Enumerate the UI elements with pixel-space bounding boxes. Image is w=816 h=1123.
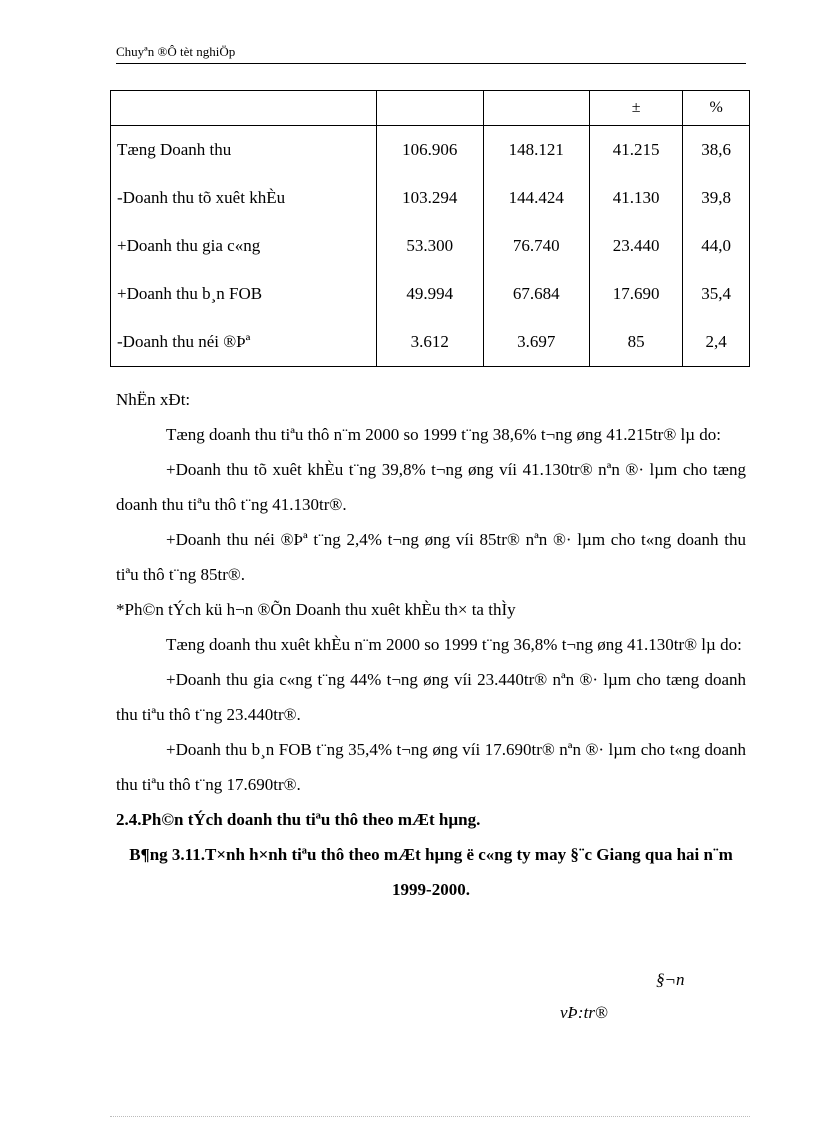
paragraph: Tæng doanh thu xuêt khÈu n¨m 2000 so 1999 t¨ng 36,8% t¬ng øng 41.130tr® lµ do: [166,635,742,654]
table-header-cell: % [683,91,750,126]
table-row [111,222,750,270]
paragraph: *Ph©n tÝch kü h¬n ®Õn Doanh thu xuêt khÈu th× ta thÌy [116,600,516,619]
table-cell: 85 [590,318,683,367]
table-cell-label: -Doanh thu tõ xuêt khÈu [111,174,377,222]
table-cell: 53.300 [377,222,484,270]
paragraph: +Doanh thu gia c«ng t¨ng 44% t¬ng øng víi 23.440tr® nªn ®· lµm cho tæng doanh thu tiªu thô t¨ng 23.440tr®. [116,670,746,724]
table-cell: 38,6 [683,126,750,175]
table-cell: 2,4 [683,318,750,367]
table-cell: 148.121 [483,126,590,175]
table-cell: 35,4 [683,270,750,318]
paragraph: NhËn xÐt: [116,390,191,409]
table-row [111,174,750,222]
table-row [111,270,750,318]
table-cell: 17.690 [590,270,683,318]
table-cell: 41.215 [590,126,683,175]
table-header-cell: ± [590,91,683,126]
table-row [111,126,750,175]
paragraph: Tæng doanh thu tiªu thô n¨m 2000 so 1999 t¨ng 38,6% t¬ng øng 41.215tr® lµ do: [166,425,721,444]
table-cell: 41.130 [590,174,683,222]
table-row [111,318,750,367]
table-cell: 67.684 [483,270,590,318]
table-cell: 44,0 [683,222,750,270]
table-cell: 144.424 [483,174,590,222]
body-text [116,382,746,907]
page-header: Chuyªn ®Ô tèt nghiÖp [116,44,746,64]
table-cell-label: -Doanh thu néi ®Þª [111,318,377,367]
table-header-row [111,91,750,126]
unit-label: §¬n [656,970,685,989]
table-cell: 49.994 [377,270,484,318]
section-heading: 2.4.Ph©n tÝch doanh thu tiªu thô theo mÆt hµng. [116,810,481,829]
table-cell-label: +Doanh thu gia c«ng [111,222,377,270]
table-cell: 23.440 [590,222,683,270]
table-header-cell [111,91,377,126]
table-cell: 103.294 [377,174,484,222]
table-caption: B¶ng 3.11.T×nh h×nh tiªu thô theo mÆt hµng ë c«ng ty may §¨c Giang qua hai n¨m 1999-2000. [129,845,733,899]
table-cell-label: +Doanh thu b¸n FOB [111,270,377,318]
table-cell: 106.906 [377,126,484,175]
table-cell: 3.612 [377,318,484,367]
table-cell: 76.740 [483,222,590,270]
table-header-cell [483,91,590,126]
table-cell-label: Tæng Doanh thu [111,126,377,175]
paragraph: +Doanh thu néi ®Þª t¨ng 2,4% t¬ng øng víi 85tr® nªn ®· lµm cho t«ng doanh thu tiªu thô t¨ng 85tr®. [116,530,746,584]
paragraph: +Doanh thu b¸n FOB t¨ng 35,4% t¬ng øng víi 17.690tr® nªn ®· lµm cho t«ng doanh thu tiªu thô t¨ng 17.690tr®. [116,740,746,794]
table-cell: 39,8 [683,174,750,222]
paragraph: +Doanh thu tõ xuêt khÈu t¨ng 39,8% t¬ng øng víi 41.130tr® nªn ®· lµm cho tæng doanh thu tiªu thô t¨ng 41.130tr®. [116,460,746,514]
table-header-cell [377,91,484,126]
table-cell: 3.697 [483,318,590,367]
revenue-table [110,90,750,367]
unit-label: vÞ:tr® [560,1003,608,1022]
footer-divider [110,1116,750,1117]
